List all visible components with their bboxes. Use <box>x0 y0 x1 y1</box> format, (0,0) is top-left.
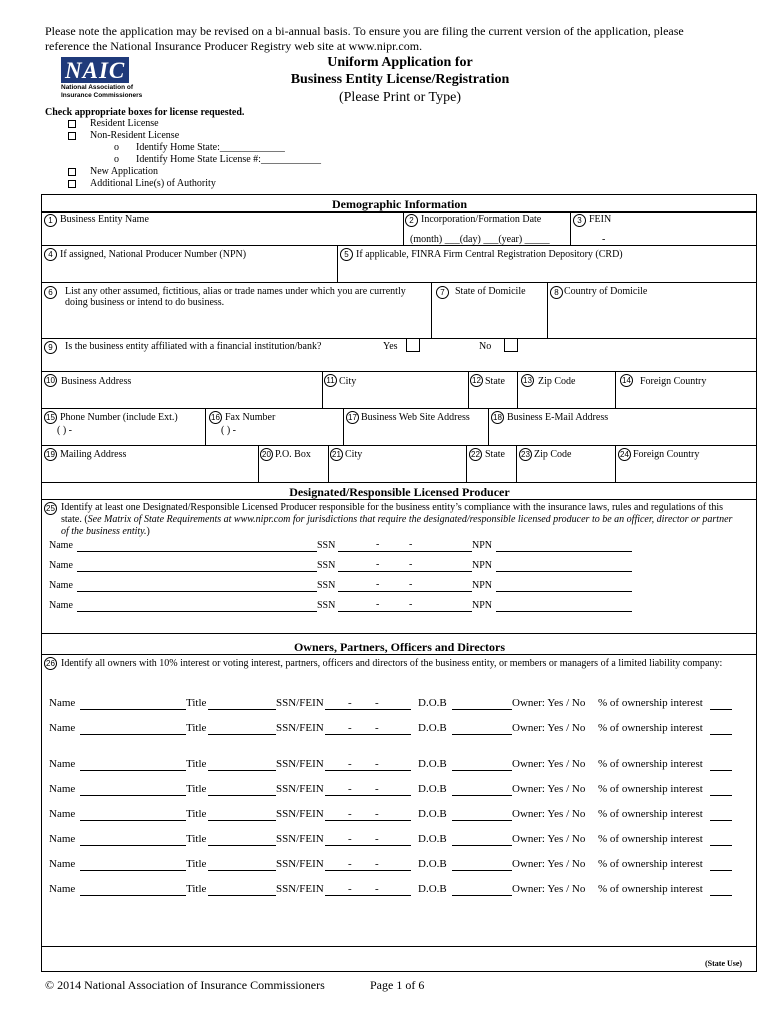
mailing-city-field[interactable] <box>330 463 466 479</box>
ownership-pct-label: % of ownership interest <box>598 833 703 845</box>
owner-title-label: Title <box>186 833 207 845</box>
owner-title-field[interactable] <box>208 709 276 710</box>
field-number: 12 <box>470 374 483 387</box>
owner-dob-label: D.O.B <box>418 722 447 734</box>
field-number: 7 <box>436 286 449 299</box>
owner-title-label: Title <box>186 722 207 734</box>
owner-name-field[interactable] <box>80 820 186 821</box>
field-number: 17 <box>346 411 359 424</box>
owner-title-field[interactable] <box>208 770 276 771</box>
ownership-pct-field[interactable] <box>710 795 732 796</box>
crd-label: If applicable, FINRA Firm Central Registration Depository (CRD) <box>356 249 623 260</box>
email-label: Business E-Mail Address <box>507 412 609 423</box>
owner-dob-field[interactable] <box>452 820 512 821</box>
home-state-license-label[interactable]: Identify Home State License #:____________ <box>136 154 321 165</box>
owner-name-field[interactable] <box>80 845 186 846</box>
owner-title-field[interactable] <box>208 845 276 846</box>
owner-name-field[interactable] <box>80 795 186 796</box>
additional-lines-checkbox[interactable] <box>68 180 76 188</box>
owner-yes-no[interactable]: Owner: Yes / No <box>512 783 586 795</box>
ownership-pct-field[interactable] <box>710 734 732 735</box>
owner-yes-no[interactable]: Owner: Yes / No <box>512 808 586 820</box>
producer-ssn-field[interactable] <box>338 571 472 572</box>
home-state-label[interactable]: Identify Home State:_____________ <box>136 142 285 153</box>
owner-dob-label: D.O.B <box>418 697 447 709</box>
nonresident-license-label: Non-Resident License <box>90 130 180 141</box>
ssn-dash: - <box>375 883 379 895</box>
ssn-dash: - <box>376 579 380 590</box>
producer-npn-label: NPN <box>472 560 493 571</box>
ownership-pct-label: % of ownership interest <box>598 697 703 709</box>
ssn-dash: - <box>375 697 379 709</box>
producer-npn-label: NPN <box>472 580 493 591</box>
field-number: 18 <box>491 411 504 424</box>
mailing-state-label: State <box>485 449 505 460</box>
incorporation-date-field[interactable]: (month) ___(day) ___(year) _____ <box>410 234 550 245</box>
owner-ssn-label: SSN/FEIN <box>276 808 324 820</box>
country-of-domicile-field[interactable] <box>550 300 750 334</box>
ssn-dash: - <box>409 559 413 570</box>
ownership-pct-field[interactable] <box>710 845 732 846</box>
owner-dob-field[interactable] <box>452 709 512 710</box>
business-address-field[interactable] <box>44 390 319 406</box>
producer-npn-field[interactable] <box>496 591 632 592</box>
ssn-dash: - <box>375 808 379 820</box>
ssn-dash: - <box>348 722 352 734</box>
ownership-pct-field[interactable] <box>710 770 732 771</box>
npn-label: If assigned, National Producer Number (NPN) <box>60 249 247 260</box>
mailing-zip-label: Zip Code <box>534 449 572 460</box>
producer-name-label: Name <box>49 600 73 611</box>
mailing-foreign-country-field[interactable] <box>618 463 752 479</box>
trade-names-label-1: List any other assumed, fictitious, alias or trade names under which you are currently <box>65 286 406 297</box>
naic-logo <box>61 57 143 103</box>
owner-title-label: Title <box>186 858 207 870</box>
producer-ssn-label: SSN <box>317 560 336 571</box>
ssn-dash: - <box>376 559 380 570</box>
field-number: 5 <box>340 248 353 261</box>
producer-ssn-field[interactable] <box>338 591 472 592</box>
ssn-dash: - <box>348 697 352 709</box>
owner-ssn-label: SSN/FEIN <box>276 858 324 870</box>
license-heading: Check appropriate boxes for license requested. <box>45 107 245 118</box>
owner-title-field[interactable] <box>208 820 276 821</box>
owner-ssn-field[interactable] <box>325 770 411 771</box>
owner-title-field[interactable] <box>208 734 276 735</box>
owners-intro: Identify all owners with 10% interest or voting interest, partners, officers and directors of the business entity, or members or managers of a limited liability company: <box>61 658 723 669</box>
yes-checkbox[interactable] <box>406 338 420 352</box>
owner-ssn-field[interactable] <box>325 709 411 710</box>
logo-org-line-1: National Association of <box>61 84 133 91</box>
city-field[interactable] <box>324 390 466 406</box>
owner-ssn-field[interactable] <box>325 870 411 871</box>
trade-names-field[interactable] <box>44 311 429 335</box>
owner-ssn-label: SSN/FEIN <box>276 722 324 734</box>
owner-name-field[interactable] <box>80 709 186 710</box>
field-number: 1 <box>44 214 57 227</box>
owners-heading: Owners, Partners, Officers and Directors <box>293 640 506 654</box>
footer-copyright: © 2014 National Association of Insurance Commissioners <box>45 978 325 992</box>
affiliation-question: Is the business entity affiliated with a financial institution/bank? <box>65 341 322 352</box>
ssn-dash: - <box>409 539 413 550</box>
producer-ssn-label: SSN <box>317 540 336 551</box>
owner-name-field[interactable] <box>80 734 186 735</box>
field-number: 26 <box>44 657 57 670</box>
producer-npn-label: NPN <box>472 540 493 551</box>
owner-dob-field[interactable] <box>452 845 512 846</box>
owner-ssn-field[interactable] <box>325 795 411 796</box>
producer-name-label: Name <box>49 580 73 591</box>
nonresident-license-checkbox[interactable] <box>68 132 76 140</box>
ssn-dash: - <box>348 758 352 770</box>
form-title-line-1: Uniform Application for <box>327 55 473 70</box>
logo-mark: NAIC <box>65 58 126 83</box>
ssn-dash: - <box>375 722 379 734</box>
owner-ssn-field[interactable] <box>325 734 411 735</box>
mailing-address-field[interactable] <box>44 463 256 479</box>
field-number: 25 <box>44 502 57 515</box>
owner-title-field[interactable] <box>208 795 276 796</box>
po-box-label: P.O. Box <box>275 449 311 460</box>
owner-name-label: Name <box>49 758 76 770</box>
ownership-pct-label: % of ownership interest <box>598 883 703 895</box>
new-application-checkbox[interactable] <box>68 168 76 176</box>
ownership-pct-field[interactable] <box>710 709 732 710</box>
business-entity-name-field[interactable] <box>44 228 402 244</box>
field-number: 3 <box>573 214 586 227</box>
field-number: 2 <box>405 214 418 227</box>
field-number: 9 <box>44 341 57 354</box>
state-of-domicile-field[interactable] <box>434 300 544 334</box>
owner-dob-field[interactable] <box>452 734 512 735</box>
incorporation-date-label: Incorporation/Formation Date <box>421 214 542 225</box>
logo-org-line-2: Insurance Commissioners <box>61 92 143 99</box>
mailing-city-label: City <box>345 449 363 460</box>
additional-lines-label: Additional Line(s) of Authority <box>90 178 216 189</box>
phone-label: Phone Number (include Ext.) <box>60 412 178 423</box>
demographic-heading: Demographic Information <box>332 197 467 211</box>
owner-dob-field[interactable] <box>452 895 512 896</box>
owner-dob-field[interactable] <box>452 795 512 796</box>
owner-title-field[interactable] <box>208 870 276 871</box>
ownership-pct-label: % of ownership interest <box>598 858 703 870</box>
owner-yes-no[interactable]: Owner: Yes / No <box>512 722 586 734</box>
owner-name-field[interactable] <box>80 870 186 871</box>
ssn-dash: - <box>348 808 352 820</box>
field-number: 20 <box>260 448 273 461</box>
ssn-dash: - <box>348 858 352 870</box>
field-number: 22 <box>469 448 482 461</box>
owner-name-field[interactable] <box>80 895 186 896</box>
designated-intro-line-2: state. (See Matrix of State Requirements at www.nipr.com for jurisdictions that require the designated/responsible licensed producer to be an officer, director or partner <box>61 514 733 525</box>
owner-name-label: Name <box>49 883 76 895</box>
designated-intro-line-1: Identify at least one Designated/Responsible Licensed Producer responsible for the business entity’s compliance with the insurance laws, rules and regulations of this <box>61 502 724 513</box>
owner-dob-label: D.O.B <box>418 758 447 770</box>
website-field[interactable] <box>346 426 486 442</box>
producer-ssn-field[interactable] <box>338 551 472 552</box>
ownership-pct-label: % of ownership interest <box>598 722 703 734</box>
producer-name-field[interactable] <box>77 571 317 572</box>
ownership-pct-field[interactable] <box>710 870 732 871</box>
mailing-state-field[interactable] <box>469 463 514 479</box>
fein-label: FEIN <box>589 214 612 225</box>
owner-ssn-label: SSN/FEIN <box>276 697 324 709</box>
form-title-line-3: (Please Print or Type) <box>338 90 461 105</box>
state-of-domicile-label: State of Domicile <box>455 286 526 297</box>
owner-title-field[interactable] <box>208 895 276 896</box>
ssn-dash: - <box>375 758 379 770</box>
ownership-pct-label: % of ownership interest <box>598 758 703 770</box>
owner-yes-no[interactable]: Owner: Yes / No <box>512 883 586 895</box>
zip-code-label: Zip Code <box>538 376 576 387</box>
state-use-label: (State Use) <box>705 959 743 968</box>
npn-field[interactable] <box>44 262 334 280</box>
field-number: 11 <box>324 374 337 387</box>
owner-name-label: Name <box>49 858 76 870</box>
field-number: 10 <box>44 374 57 387</box>
owner-yes-no[interactable]: Owner: Yes / No <box>512 833 586 845</box>
ssn-dash: - <box>348 783 352 795</box>
owner-name-label: Name <box>49 722 76 734</box>
owner-title-label: Title <box>186 883 207 895</box>
ssn-dash: - <box>375 783 379 795</box>
owner-name-label: Name <box>49 808 76 820</box>
owner-title-label: Title <box>186 783 207 795</box>
field-number: 19 <box>44 448 57 461</box>
owner-dob-field[interactable] <box>452 770 512 771</box>
owner-ssn-label: SSN/FEIN <box>276 783 324 795</box>
producer-name-label: Name <box>49 560 73 571</box>
ssn-dash: - <box>409 599 413 610</box>
owner-dob-field[interactable] <box>452 870 512 871</box>
ssn-dash: - <box>375 833 379 845</box>
resident-license-label: Resident License <box>90 118 159 129</box>
divider <box>41 211 757 213</box>
ownership-pct-label: % of ownership interest <box>598 808 703 820</box>
owner-title-label: Title <box>186 697 207 709</box>
producer-ssn-field[interactable] <box>338 611 472 612</box>
bullet-o: o <box>114 154 119 165</box>
crd-field[interactable] <box>340 262 750 280</box>
foreign-country-field[interactable] <box>618 390 752 406</box>
owner-dob-label: D.O.B <box>418 858 447 870</box>
owner-name-label: Name <box>49 697 76 709</box>
trade-names-label-2: doing business or intend to do business. <box>65 297 225 308</box>
business-address-label: Business Address <box>61 376 132 387</box>
ssn-dash: - <box>375 858 379 870</box>
ssn-dash: - <box>348 833 352 845</box>
producer-name-field[interactable] <box>77 551 317 552</box>
owner-ssn-label: SSN/FEIN <box>276 758 324 770</box>
mailing-foreign-country-label: Foreign Country <box>633 449 700 460</box>
owner-title-label: Title <box>186 758 207 770</box>
owner-dob-label: D.O.B <box>418 808 447 820</box>
designated-intro-line-3: of the business entity.) <box>61 526 150 537</box>
field-number: 4 <box>44 248 57 261</box>
producer-name-label: Name <box>49 540 73 551</box>
owner-yes-no[interactable]: Owner: Yes / No <box>512 758 586 770</box>
ssn-dash: - <box>376 539 380 550</box>
country-of-domicile-label: Country of Domicile <box>564 286 648 297</box>
owner-name-field[interactable] <box>80 770 186 771</box>
fax-field[interactable]: ( ) - <box>221 425 236 436</box>
field-number: 23 <box>519 448 532 461</box>
ssn-dash: - <box>376 599 380 610</box>
producer-npn-field[interactable] <box>496 571 632 572</box>
owner-yes-no[interactable]: Owner: Yes / No <box>512 858 586 870</box>
ownership-pct-field[interactable] <box>710 820 732 821</box>
phone-field[interactable]: ( ) - <box>57 425 72 436</box>
business-entity-name-label: Business Entity Name <box>60 214 149 225</box>
producer-name-field[interactable] <box>77 591 317 592</box>
ownership-pct-label: % of ownership interest <box>598 783 703 795</box>
owner-yes-no[interactable]: Owner: Yes / No <box>512 697 586 709</box>
ssn-dash: - <box>348 883 352 895</box>
owner-dob-label: D.O.B <box>418 833 447 845</box>
footer-page-number: Page 1 of 6 <box>370 978 425 992</box>
fein-field[interactable]: - <box>602 234 606 245</box>
designated-producer-heading: Designated/Responsible Licensed Producer <box>289 485 510 499</box>
mailing-zip-field[interactable] <box>519 463 613 479</box>
new-application-label: New Application <box>90 166 159 177</box>
bullet-o: o <box>114 142 119 153</box>
ssn-dash: - <box>409 579 413 590</box>
form-title-line-2: Business Entity License/Registration <box>290 72 510 87</box>
owner-ssn-field[interactable] <box>325 845 411 846</box>
owner-ssn-field[interactable] <box>325 895 411 896</box>
producer-ssn-label: SSN <box>317 580 336 591</box>
state-field[interactable] <box>470 390 514 406</box>
field-number: 16 <box>209 411 222 424</box>
producer-name-field[interactable] <box>77 611 317 612</box>
foreign-country-label: Foreign Country <box>640 376 707 387</box>
owner-dob-label: D.O.B <box>418 883 447 895</box>
email-field[interactable] <box>491 426 751 442</box>
owner-title-label: Title <box>186 808 207 820</box>
owner-name-label: Name <box>49 833 76 845</box>
fax-label: Fax Number <box>225 412 276 423</box>
field-number: 8 <box>550 286 563 299</box>
field-number: 14 <box>620 374 633 387</box>
po-box-field[interactable] <box>260 463 326 479</box>
ownership-pct-field[interactable] <box>710 895 732 896</box>
zip-code-field[interactable] <box>520 390 613 406</box>
owner-ssn-field[interactable] <box>325 820 411 821</box>
owner-ssn-label: SSN/FEIN <box>276 833 324 845</box>
notice-line-1: Please note the application may be revised on a bi-annual basis. To ensure you are filing the current version of the application, please <box>45 24 684 38</box>
producer-npn-field[interactable] <box>496 551 632 552</box>
producer-npn-label: NPN <box>472 600 493 611</box>
field-number: 6 <box>44 286 57 299</box>
owner-ssn-label: SSN/FEIN <box>276 883 324 895</box>
city-label: City <box>339 376 357 387</box>
producer-ssn-label: SSN <box>317 600 336 611</box>
no-checkbox[interactable] <box>504 338 518 352</box>
field-number: 15 <box>44 411 57 424</box>
field-number: 13 <box>521 374 534 387</box>
field-number: 24 <box>618 448 631 461</box>
mailing-address-label: Mailing Address <box>60 449 127 460</box>
producer-npn-field[interactable] <box>496 611 632 612</box>
no-label: No <box>479 341 492 352</box>
field-number: 21 <box>330 448 343 461</box>
owner-dob-label: D.O.B <box>418 783 447 795</box>
state-label: State <box>485 376 505 387</box>
yes-label: Yes <box>383 341 398 352</box>
website-label: Business Web Site Address <box>361 412 470 423</box>
owner-name-label: Name <box>49 783 76 795</box>
notice-line-2: reference the National Insurance Producer Registry web site at www.nipr.com. <box>45 39 423 53</box>
resident-license-checkbox[interactable] <box>68 120 76 128</box>
